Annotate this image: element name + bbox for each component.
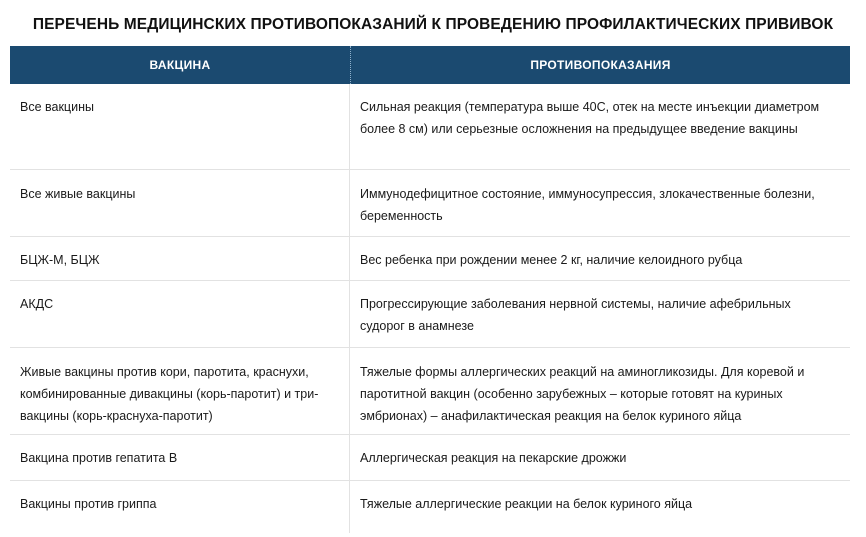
vaccine-cell: БЦЖ-М, БЦЖ (10, 237, 350, 280)
contraindication-cell: Тяжелые формы аллергических реакций на аминогликозиды. Для коревой и паротитной вакцин (особенно зарубежных – которые готовят на куриных эмбрионах) – анафилактическая реакция на белок куриного яйца (360, 365, 805, 423)
contraindication-cell: Иммунодефицитное состояние, иммуносупрессия, злокачественные болезни, беременность (360, 187, 815, 223)
vaccine-cell: АКДС (10, 281, 350, 347)
table-row (10, 170, 850, 237)
contraindication-cell: Вес ребенка при рождении менее 2 кг, наличие келоидного рубца (360, 253, 743, 267)
contraindication-cell: Сильная реакция (температура выше 40С, отек на месте инъекции диаметром более 8 см) или серьезные осложнения на предыдущее введение вакцины (360, 100, 820, 136)
table-row (10, 281, 850, 348)
contraindications-table (10, 46, 850, 533)
vaccine-cell: Все живые вакцины (10, 170, 350, 236)
header-vaccine: ВАКЦИНА (10, 46, 351, 84)
contraindication-cell: Аллергическая реакция на пекарские дрожжи (360, 451, 627, 465)
vaccine-cell: Живые вакцины против кори, паротита, краснухи, комбинированные дивакцины (корь-паротит) и три- вакцины (корь-краснуха-паротит) (10, 348, 350, 434)
vaccine-cell: Вакцины против гриппа (10, 481, 350, 533)
contraindication-cell: Тяжелые аллергические реакции на белок куриного яйца (360, 497, 693, 511)
page-title: ПЕРЕЧЕНЬ МЕДИЦИНСКИХ ПРОТИВОПОКАЗАНИЙ К ПРОВЕДЕНИЮ ПРОФИЛАКТИЧЕСКИХ ПРИВИВОК (32, 16, 834, 33)
vaccine-cell: Все вакцины (10, 84, 350, 169)
header-contraindications: ПРОТИВОПОКАЗАНИЯ (530, 58, 671, 72)
table-row (10, 435, 850, 481)
vaccine-cell: Вакцина против гепатита В (10, 435, 350, 480)
contraindication-cell: Прогрессирующие заболевания нервной системы, наличие афебрильных судорог в анамнезе (360, 297, 791, 333)
table-row (10, 237, 850, 281)
table-row (10, 348, 850, 435)
table-row (10, 84, 850, 170)
table-row (10, 481, 850, 533)
table-header (10, 46, 850, 84)
